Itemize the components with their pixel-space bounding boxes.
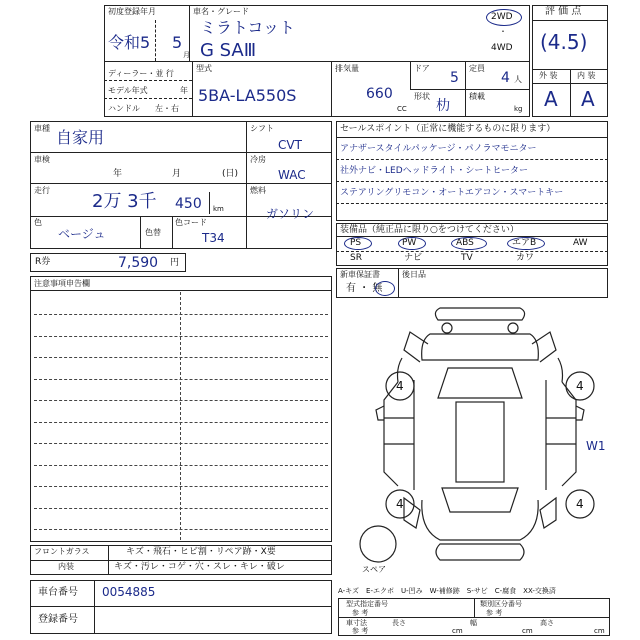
shape-label: 形状 — [414, 92, 430, 101]
displacement: 660 — [366, 86, 393, 102]
color: ベージュ — [58, 227, 106, 241]
notes-rule-line — [34, 379, 328, 380]
color-code-label: 色コード — [175, 218, 207, 227]
model-year-label: モデル年式 — [108, 86, 148, 95]
damage-mark-w1: W1 — [586, 439, 606, 453]
drive-4wd: 4WD — [491, 43, 513, 53]
grade: G SAⅢ — [200, 40, 257, 61]
notes-rule-line — [34, 314, 328, 315]
exterior-grade: A — [544, 87, 558, 111]
equip-ps: PS — [350, 238, 362, 248]
model-year-unit: 年 — [180, 86, 188, 95]
chassis-number: 0054885 — [102, 585, 156, 599]
first-reg-month: 5 — [172, 33, 183, 52]
equip-leather: カワ — [516, 253, 535, 263]
recycle-box — [30, 253, 186, 272]
dims-label: 車寸法 — [346, 619, 367, 627]
notes-label: 注意事項申告欄 — [34, 279, 90, 288]
shift: CVT — [278, 138, 302, 152]
tire-front-right-value: 4 — [576, 379, 584, 393]
length-unit: cm — [452, 627, 463, 635]
capacity-unit: 人 — [514, 75, 522, 84]
selling-point-3: ステアリングリモコン・オートエアコン・スマートキー — [340, 188, 564, 198]
mileage-label: 走行 — [34, 186, 50, 195]
capacity: 4 — [501, 70, 510, 86]
first-reg-label: 初度登録年月 — [108, 7, 156, 16]
dealer-label: ディーラー・並 行 — [108, 69, 174, 78]
length-label: 長さ — [392, 619, 406, 627]
tire-rear-right-value: 4 — [576, 497, 584, 511]
tire-rear-left-value: 4 — [396, 497, 404, 511]
damage-legend: A-キズ E-エクボ U-凹み W-補修跡 S-サビ C-腐食 XX-交換済 — [338, 587, 556, 595]
later-items-label: 後日品 — [402, 270, 426, 279]
rating-label: 評 価 点 — [545, 6, 582, 17]
equip-sr: SR — [350, 253, 362, 263]
selling-point-1: アナザースタイルパッケージ・パノラマモニター — [340, 144, 537, 154]
registration-label: 登録番号 — [38, 614, 78, 625]
exterior-label: 外 装 — [539, 71, 558, 80]
vehicle-type: 自家用 — [56, 128, 105, 147]
cc-unit: CC — [397, 105, 407, 113]
ref-label-2: 参 考 — [486, 609, 503, 617]
class-label: 類別区分番号 — [480, 600, 522, 608]
height-unit: cm — [594, 627, 605, 635]
chassis-label: 車台番号 — [38, 587, 78, 598]
windshield-options: キズ・飛石・ヒビ割・リペア跡・X要 — [126, 547, 276, 557]
vehicle-type-label: 車種 — [34, 124, 50, 133]
ac-label: 冷房 — [250, 155, 266, 164]
mileage: 2万 3千 — [92, 191, 157, 212]
drive-2wd: 2WD — [491, 12, 513, 22]
fuel: ガソリン — [266, 207, 315, 221]
capacity-label: 定員 — [469, 64, 485, 73]
notes-rule-line — [34, 486, 328, 487]
first-reg-era: 令和5 — [108, 33, 151, 52]
spare-label: スペア — [362, 565, 386, 574]
model-label: 型式 — [196, 64, 212, 73]
color-label: 色 — [34, 218, 42, 227]
selling-point-2: 社外ナビ・LEDヘッドライト・シートヒーター — [340, 166, 529, 176]
km-unit: km — [213, 205, 224, 213]
doors: 5 — [450, 70, 459, 86]
shift-label: シフト — [250, 124, 274, 133]
load-label: 積載 — [469, 92, 485, 101]
width-unit: cm — [522, 627, 533, 635]
model-desig-label: 型式指定番号 — [346, 600, 388, 608]
width-label: 幅 — [470, 619, 477, 627]
color-code: T34 — [202, 231, 225, 245]
model-code: 5BA-LA550S — [198, 86, 297, 105]
equipment-label: 装備品（純正品に限り○をつけてください） — [340, 225, 519, 235]
ref-label-3: 参 考 — [352, 627, 369, 635]
drive-dot: ・ — [499, 27, 507, 36]
interior-cond-label: 内装 — [58, 562, 74, 571]
recycle-unit: 円 — [170, 258, 180, 268]
recycle-label: R券 — [35, 257, 51, 267]
notes-rule-line — [34, 465, 328, 466]
notes-rule-line — [34, 400, 328, 401]
mileage-extra: 450 — [175, 196, 202, 212]
ref-label-1: 参 考 — [352, 609, 369, 617]
notes-box — [30, 276, 332, 542]
notes-divider — [180, 292, 181, 540]
car-name-label: 車名・グレード — [193, 7, 249, 16]
door-label: ドア — [414, 64, 430, 73]
selling-points-label: セールスポイント（正常に機能するものに限ります） — [340, 124, 556, 134]
equip-aw: AW — [573, 238, 588, 248]
recycle-value: 7,590 — [118, 255, 159, 271]
tire-front-left-value: 4 — [396, 379, 404, 393]
equip-tv: TV — [461, 253, 473, 263]
equip-navi: ナビ — [404, 253, 423, 263]
inspection-label: 車検 — [34, 155, 50, 164]
warranty-none-circle — [375, 281, 395, 296]
interior-grade: A — [581, 87, 595, 111]
displacement-label: 排気量 — [335, 64, 359, 73]
notes-rule-line — [34, 529, 328, 530]
ac: WAC — [278, 168, 306, 182]
inspection-day-unit: (日) — [222, 169, 239, 179]
height-label: 高さ — [540, 619, 554, 627]
equip-airbag: エアB — [512, 238, 537, 248]
inspection-year-unit: 年 — [113, 169, 123, 179]
warranty-label: 新車保証書 — [340, 270, 380, 279]
windshield-label: フロントガラス — [34, 547, 90, 556]
equip-abs: ABS — [456, 238, 474, 248]
notes-rule-line — [34, 357, 328, 358]
notes-rule-line — [34, 508, 328, 509]
warranty-value: 有 ・ 無 — [346, 283, 383, 294]
inspection-month-unit: 月 — [172, 169, 182, 179]
color-ex-label: 色替 — [145, 228, 161, 237]
month-unit: 月 — [183, 51, 190, 59]
equip-pw: PW — [402, 238, 417, 248]
notes-rule-line — [34, 422, 328, 423]
interior-cond-options: キズ・汚レ・コゲ・穴・スレ・キレ・破レ — [114, 562, 285, 572]
interior-label: 内 装 — [577, 71, 596, 80]
fuel-label: 燃料 — [250, 186, 266, 195]
kg-unit: kg — [514, 105, 523, 113]
notes-rule-line — [34, 443, 328, 444]
notes-rule-line — [34, 336, 328, 337]
shape: 朸 — [436, 98, 450, 114]
handle-label: ハンドル — [108, 104, 140, 113]
car-name: ミラトコット — [200, 18, 296, 37]
rating-score: (4.5) — [540, 30, 588, 54]
handle-value: 左・右 — [155, 104, 179, 113]
